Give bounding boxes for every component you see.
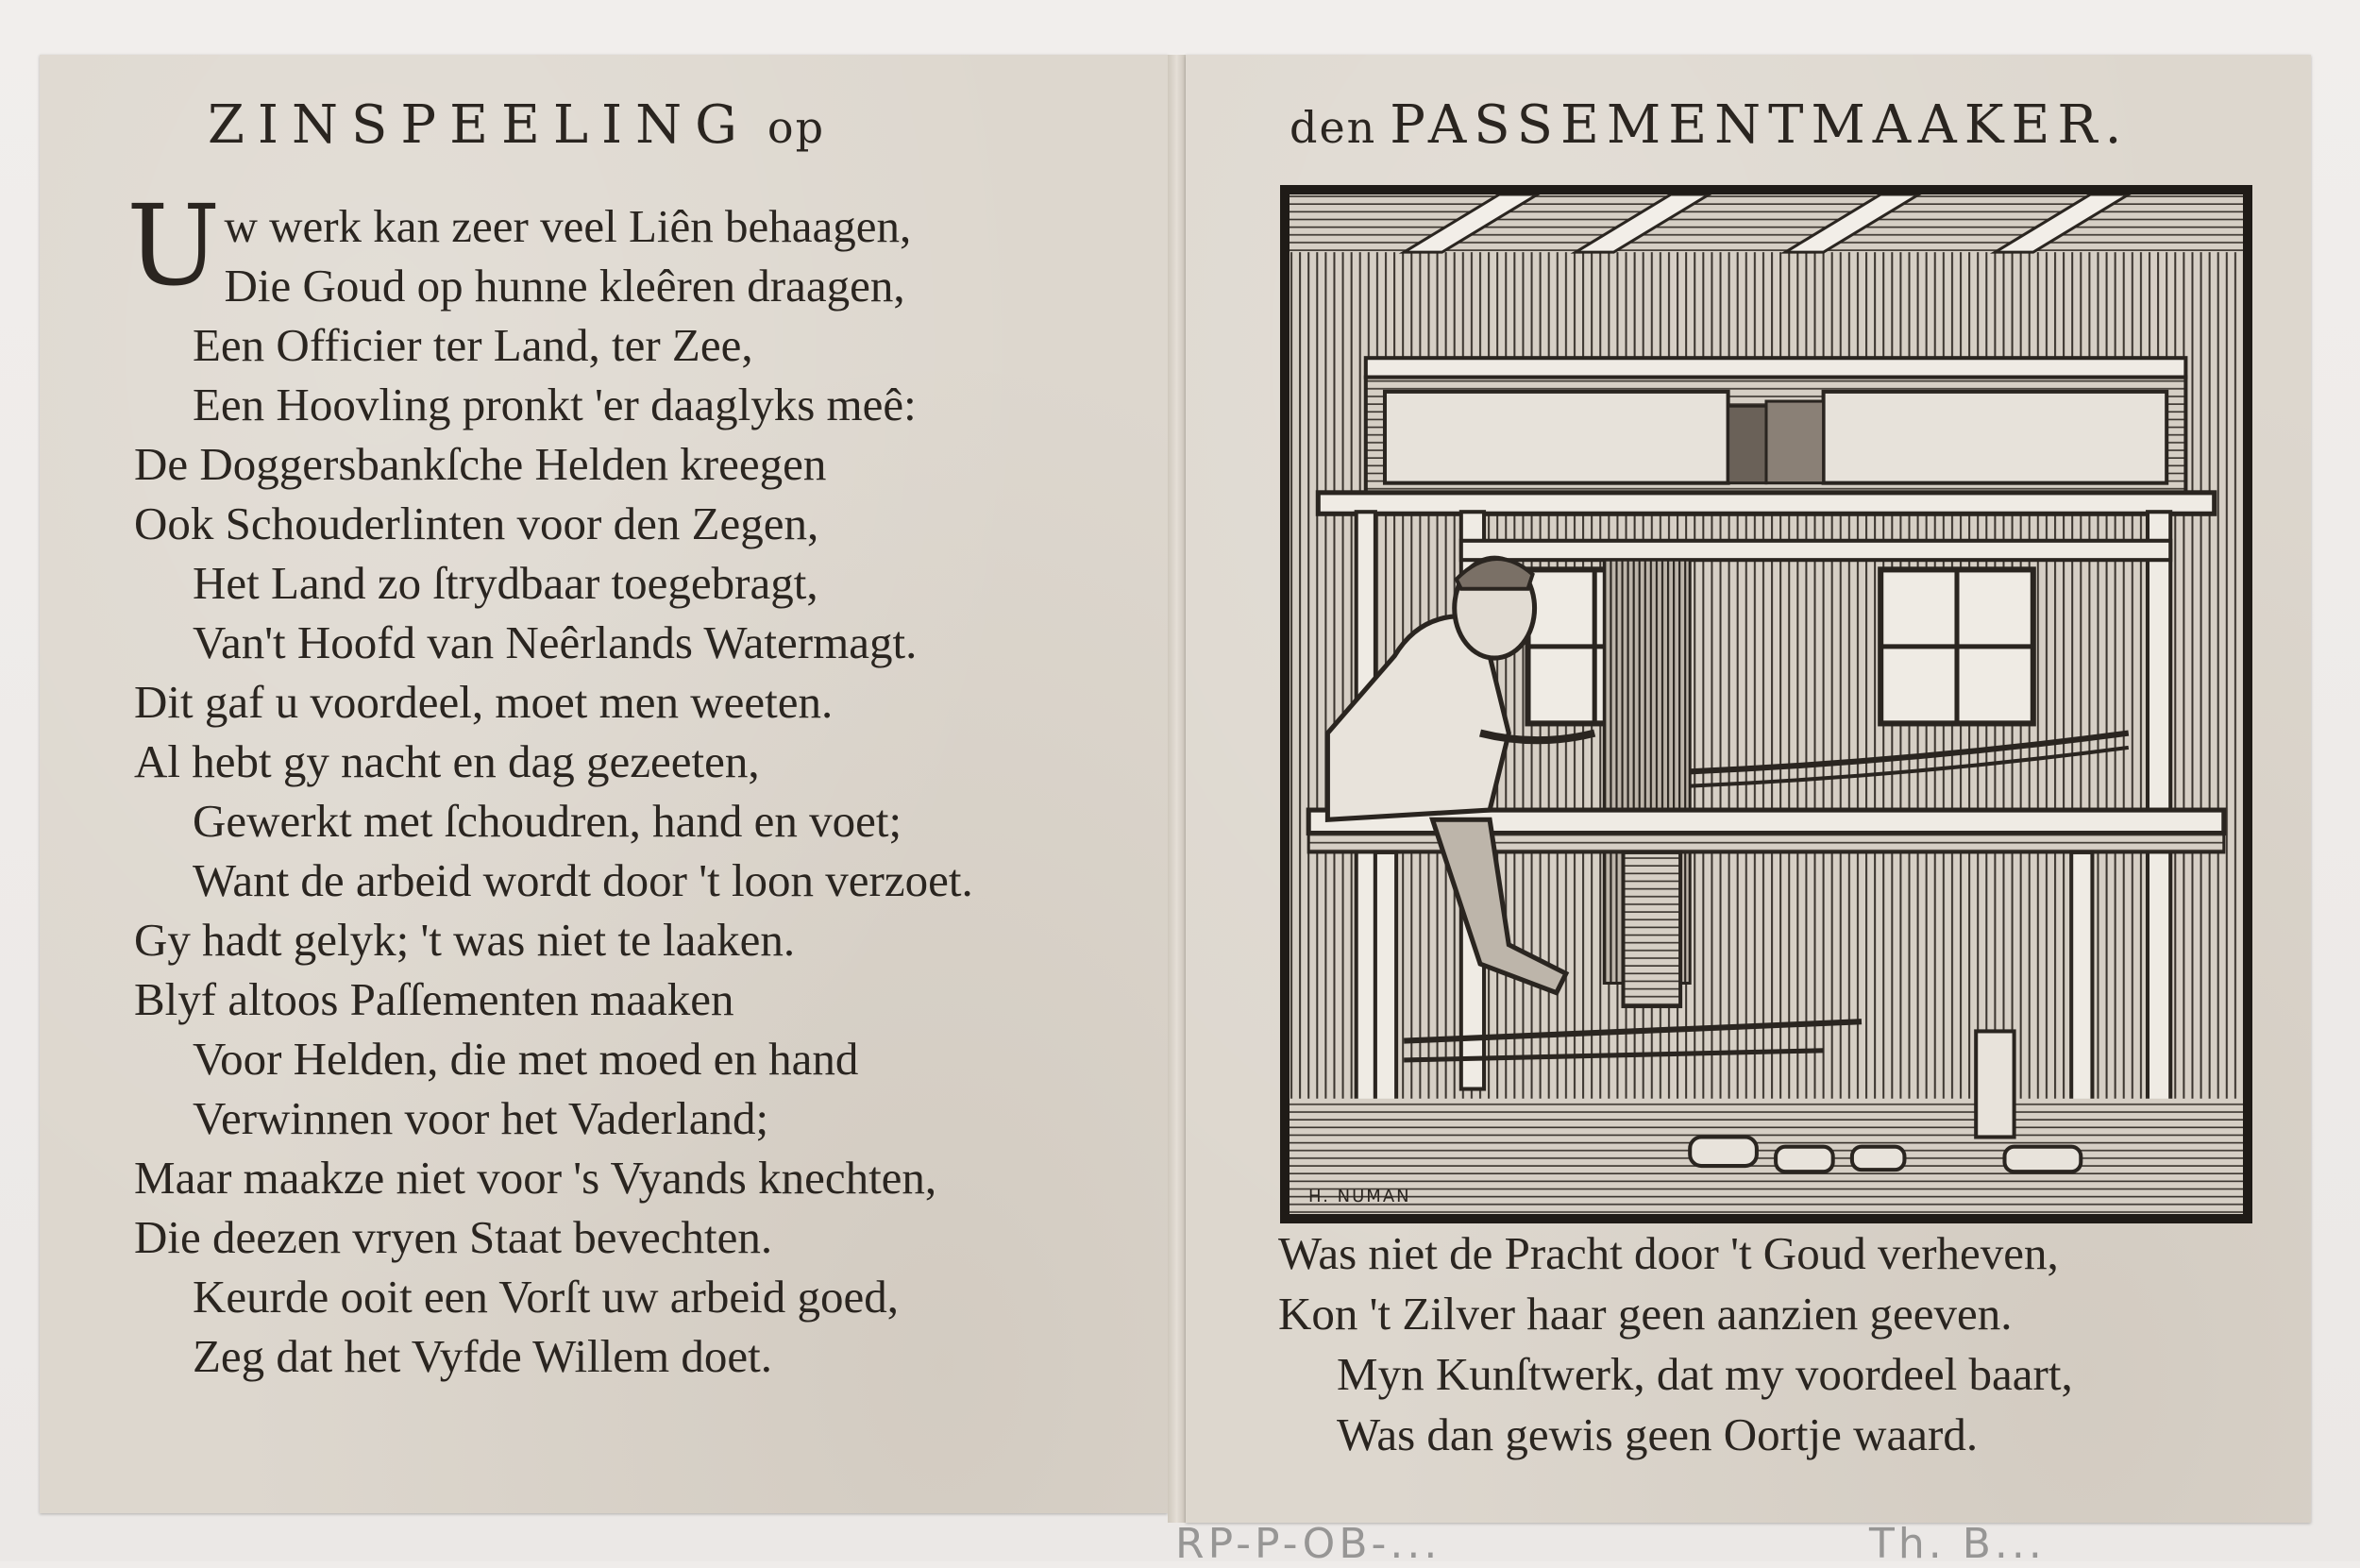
verse-line: Myn Kunſtwerk, dat my voordeel baart, <box>1337 1348 2073 1400</box>
verse-line: Van't Hoofd van Neêrlands Watermagt. <box>193 616 918 668</box>
heading-den: den <box>1290 102 1377 153</box>
right-heading <box>1290 94 2129 156</box>
book-gutter <box>1168 55 1186 1523</box>
verse-line: Die deezen vryen Staat bevechten. <box>134 1211 773 1263</box>
verse-line: Kon 't Zilver haar geen aanzien geeven. <box>1278 1288 2013 1340</box>
verse-line: Was dan gewis geen Oortje waard. <box>1337 1408 1979 1460</box>
right-page <box>1186 55 2311 1523</box>
verse-line: De Doggersbankſche Helden kreegen <box>134 438 827 490</box>
left-page <box>40 55 1168 1513</box>
heading-zinspeeling: ZINSPEELING <box>208 94 750 156</box>
left-heading <box>208 94 825 156</box>
verse-line: w werk kan zeer veel Liên behaagen, <box>224 200 912 252</box>
pencil-inventory-mark: RP-P-OB-... <box>1175 1520 1441 1568</box>
verse-line: Dit gaf u voordeel, moet men weeten. <box>134 676 834 728</box>
loom-weaver-engraving <box>1290 194 2243 1214</box>
verse-line: Was niet de Pracht door 't Goud verheven, <box>1278 1227 2059 1279</box>
verse-text <box>1278 1223 2298 1465</box>
verse-line: Keurde ooit een Vorſt uw arbeid goed, <box>193 1271 899 1323</box>
verse-line: Een Officier ter Land, ter Zee, <box>193 319 753 371</box>
verse-line: Al hebt gy nacht en dag gezeeten, <box>134 735 760 787</box>
verse-line: Ook Schouderlinten voor den Zegen, <box>134 497 819 549</box>
drop-cap: U <box>126 180 221 311</box>
verse-line: Gy hadt gelyk; 't was niet te laaken. <box>134 914 796 966</box>
verse-line: Blyf altoos Paſſementen maaken <box>134 973 734 1025</box>
poem-text <box>126 180 1154 1386</box>
heading-op: op <box>767 102 826 153</box>
verse-line: Verwinnen voor het Vaderland; <box>193 1092 769 1144</box>
verse-line: Een Hoovling pronkt 'er daaglyks meê: <box>193 379 917 430</box>
verse-line: Voor Helden, die met moed en hand <box>193 1033 859 1085</box>
verse-line: Het Land zo ſtrydbaar toegebragt, <box>193 557 818 609</box>
pencil-catalog-mark: Th. B... <box>1869 1520 2046 1568</box>
verse-line: Gewerkt met ſchoudren, hand en voet; <box>193 795 902 847</box>
verse-line: Want de arbeid wordt door 't loon verzoet. <box>193 854 973 906</box>
heading-passementmaaker: PASSEMENTMAAKER. <box>1390 94 2130 156</box>
woodcut-illustration <box>1280 185 2252 1223</box>
verse-line: Zeg dat het Vyfde Willem doet. <box>193 1330 773 1382</box>
engraver-signature: H. NUMAN <box>1308 1187 1411 1206</box>
verse-line: Die Goud op hunne kleêren draagen, <box>224 260 905 312</box>
verse-line: Maar maakze niet voor 's Vyands knechten, <box>134 1152 937 1204</box>
